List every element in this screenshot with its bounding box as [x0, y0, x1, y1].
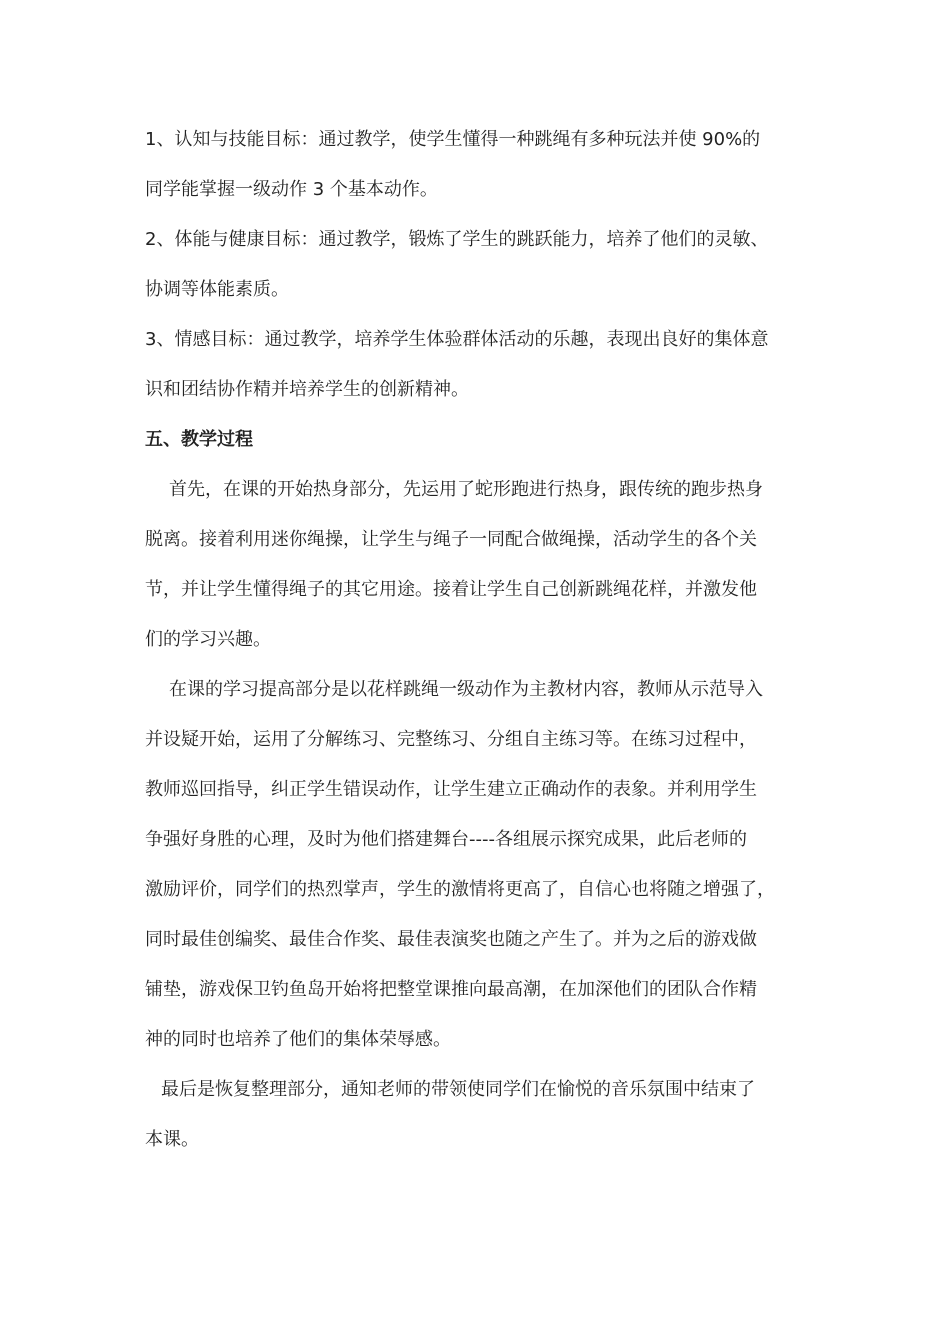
- paragraph-1-line-1: 首先，在课的开始热身部分，先运用了蛇形跑进行热身，跟传统的跑步热身: [169, 479, 763, 500]
- document-body: [145, 115, 810, 1165]
- paragraph-2-line-3: 教师巡回指导，纠正学生错误动作，让学生建立正确动作的表象。并利用学生: [145, 779, 757, 800]
- objective-1-line-1: 1、认知与技能目标：通过教学，使学生懂得一种跳绳有多种玩法并使 90%的: [145, 129, 761, 150]
- paragraph-2-line-5: 激励评价，同学们的热烈掌声，学生的激情将更高了，自信心也将随之增强了，: [145, 879, 775, 900]
- paragraph-2-line-6: 同时最佳创编奖、最佳合作奖、最佳表演奖也随之产生了。并为之后的游戏做: [145, 929, 757, 950]
- paragraph-3-line-2: 本课。: [145, 1129, 199, 1150]
- paragraph-1-line-4: 们的学习兴趣。: [145, 629, 271, 650]
- paragraph-2-line-2: 并设疑开始，运用了分解练习、完整练习、分组自主练习等。在练习过程中，: [145, 729, 757, 750]
- paragraph-2-line-7: 铺垫，游戏保卫钓鱼岛开始将把整堂课推向最高潮，在加深他们的团队合作精: [145, 979, 757, 1000]
- objective-3-line-1: 3、情感目标：通过教学，培养学生体验群体活动的乐趣，表现出良好的集体意: [145, 329, 769, 350]
- paragraph-3-line-1: 最后是恢复整理部分，通知老师的带领使同学们在愉悦的音乐氛围中结束了: [161, 1079, 755, 1100]
- paragraph-2-line-1: 在课的学习提高部分是以花样跳绳一级动作为主教材内容，教师从示范导入: [169, 679, 763, 700]
- objective-2-line-1: 2、体能与健康目标：通过教学，锻炼了学生的跳跃能力，培养了他们的灵敏、: [145, 229, 769, 250]
- section-heading: 五、教学过程: [145, 429, 253, 450]
- objective-2-line-2: 协调等体能素质。: [145, 279, 289, 300]
- paragraph-2-line-8: 神的同时也培养了他们的集体荣辱感。: [145, 1029, 451, 1050]
- paragraph-1-line-2: 脱离。接着利用迷你绳操，让学生与绳子一同配合做绳操，活动学生的各个关: [145, 529, 757, 550]
- paragraph-2-line-4: 争强好身胜的心理，及时为他们搭建舞台----各组展示探究成果，此后老师的: [145, 829, 747, 850]
- objective-3-line-2: 识和团结协作精并培养学生的创新精神。: [145, 379, 469, 400]
- objective-1-line-2: 同学能掌握一级动作 3 个基本动作。: [145, 179, 438, 200]
- paragraph-1-line-3: 节，并让学生懂得绳子的其它用途。接着让学生自己创新跳绳花样，并激发他: [145, 579, 757, 600]
